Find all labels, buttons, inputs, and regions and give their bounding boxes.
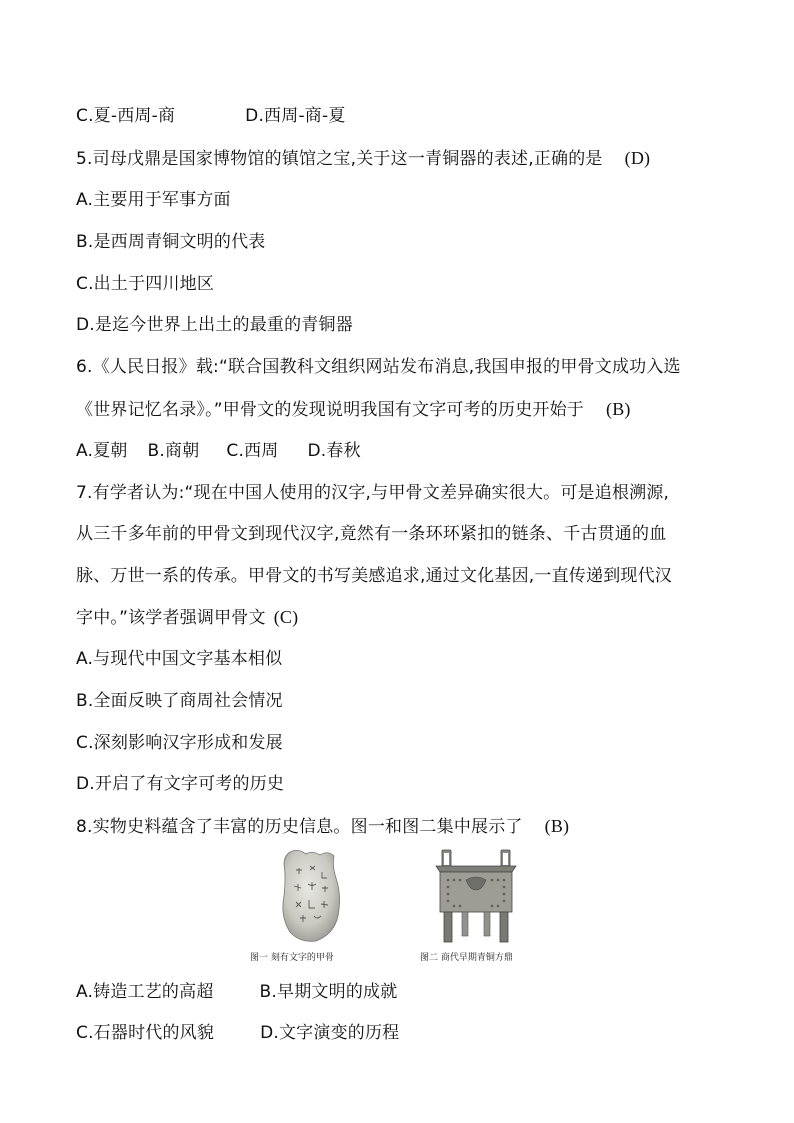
q6-option-d: D.春秋 bbox=[307, 441, 361, 461]
q5-option-c: C.出土于四川地区 bbox=[76, 274, 215, 294]
question-5-text: 5.司母戊鼎是国家博物馆的镇馆之宝,关于这一青铜器的表述,正确的是 bbox=[76, 149, 603, 169]
q7-option-b: B.全面反映了商周社会情况 bbox=[76, 691, 283, 711]
q6-options bbox=[76, 439, 361, 463]
question-7-answer: (C) bbox=[273, 607, 299, 627]
question-5 bbox=[76, 146, 650, 171]
question-5-answer: (D) bbox=[624, 148, 651, 168]
q8-options-ab bbox=[76, 980, 397, 1004]
question-8 bbox=[76, 814, 569, 839]
option-c: C.夏-西周-商 bbox=[76, 106, 176, 126]
option-d: D.西周-商-夏 bbox=[245, 106, 346, 126]
question-7-line-3: 脉、万世一系的传承。甲骨文的书写美感追求,通过文化基因,一直传递到现代汉 bbox=[76, 566, 673, 586]
figure-row bbox=[240, 846, 580, 966]
bronze-ding-image bbox=[432, 846, 520, 946]
question-6-text: 《世界记忆名录》。”甲骨文的发现说明我国有文字可考的历史开始于 bbox=[76, 400, 585, 420]
question-8-text: 8.实物史料蕴含了丰富的历史信息。图一和图二集中展示了 bbox=[76, 817, 523, 837]
question-7-line-2: 从三千多年前的甲骨文到现代汉字,竟然有一条环环紧扣的链条、千古贯通的血 bbox=[76, 524, 667, 544]
q8-option-b: B.早期文明的成就 bbox=[259, 982, 398, 1002]
q7-option-d: D.开启了有文字可考的历史 bbox=[76, 774, 285, 794]
q6-option-c: C.西周 bbox=[226, 441, 279, 461]
oracle-bone-image bbox=[276, 846, 346, 944]
q7-option-a: A.与现代中国文字基本相似 bbox=[76, 649, 283, 669]
q5-option-a: A.主要用于军事方面 bbox=[76, 190, 231, 210]
q8-option-c: C.石器时代的风貌 bbox=[76, 1023, 215, 1043]
question-7-line-4 bbox=[76, 605, 298, 630]
question-8-answer: (B) bbox=[544, 816, 570, 836]
question-6-line-1: 6.《人民日报》载:“联合国教科文组织网站发布消息,我国申报的甲骨文成功入选 bbox=[76, 357, 681, 377]
figure-1-caption: 图一 刻有文字的甲骨 bbox=[250, 953, 334, 963]
q5-option-b: B.是西周青铜文明的代表 bbox=[76, 232, 266, 252]
option-line-c-d bbox=[76, 104, 346, 128]
question-6-answer: (B) bbox=[606, 399, 631, 419]
q8-option-a: A.铸造工艺的高超 bbox=[76, 982, 214, 1002]
q6-option-a: A.夏朝 bbox=[76, 441, 128, 461]
q8-options-cd bbox=[76, 1021, 399, 1045]
figure-2-caption: 图二 商代早期青铜方鼎 bbox=[420, 953, 513, 963]
question-6-line-2 bbox=[76, 397, 631, 422]
question-7-line-1: 7.有学者认为:“现在中国人使用的汉字,与甲骨文差异确实很大。可是追根溯源, bbox=[76, 483, 670, 503]
q6-option-b: B.商朝 bbox=[147, 441, 200, 461]
q8-option-d: D.文字演变的历程 bbox=[260, 1023, 400, 1043]
question-7-text: 字中。”该学者强调甲骨文 bbox=[76, 608, 266, 628]
q7-option-c: C.深刻影响汉字形成和发展 bbox=[76, 733, 283, 753]
q5-option-d: D.是迄今世界上出土的最重的青铜器 bbox=[76, 315, 353, 335]
